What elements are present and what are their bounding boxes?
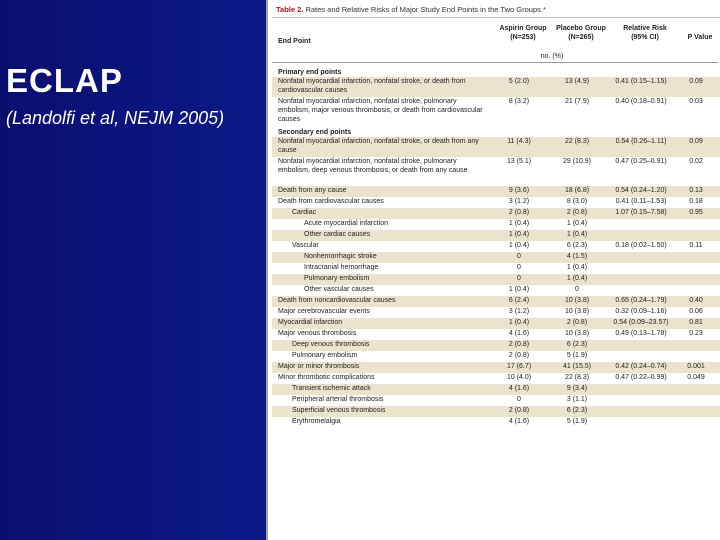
relative-risk-cell: 0.54 (0.24–1.20) [615, 187, 667, 194]
table-row [272, 318, 720, 329]
placebo-cell: 29 (10.9) [562, 158, 592, 165]
header-divider [272, 62, 718, 63]
table-row [272, 340, 720, 351]
table-section-header [272, 126, 720, 137]
p-value-cell: 0.40 [689, 297, 703, 304]
aspirin-cell: 2 (0.8) [508, 407, 530, 414]
placebo-cell: 4 (1.5) [566, 253, 588, 260]
placebo-cell: 13 (4.9) [564, 78, 590, 85]
aspirin-cell: 8 (3.2) [508, 98, 530, 105]
table-row [272, 417, 720, 428]
endpoint-cell: Erythromelalgia [292, 418, 341, 425]
aspirin-cell: 1 (0.4) [508, 319, 530, 326]
slide-title: ECLAP [6, 62, 123, 99]
endpoint-cell: Other vascular causes [304, 286, 374, 293]
endpoint-cell: Intracranial hemorrhage [304, 264, 379, 271]
aspirin-cell: 6 (2.4) [508, 297, 530, 304]
section-label: Primary end points [278, 69, 342, 76]
table-row [272, 97, 720, 126]
table-row [272, 230, 720, 241]
table-row [272, 296, 720, 307]
table-row [272, 395, 720, 406]
p-value-cell: 0.03 [689, 98, 703, 105]
aspirin-cell: 3 (1.2) [508, 308, 530, 315]
endpoint-cell: Major cerebrovascular events [278, 308, 370, 315]
table-row [272, 77, 720, 97]
table-row [272, 406, 720, 417]
section-label: Secondary end points [278, 129, 352, 136]
placebo-cell: 3 (1.1) [566, 396, 588, 403]
p-value-cell: 0.049 [687, 374, 705, 381]
placebo-cell: 10 (3.8) [564, 297, 590, 304]
table-row [272, 208, 720, 219]
placebo-cell: 10 (3.8) [564, 330, 590, 337]
aspirin-cell: 1 (0.4) [508, 231, 530, 238]
relative-risk-cell: 0.42 (0.24–0.74) [615, 363, 667, 370]
endpoint-cell: Nonfatal myocardial infarction, nonfatal stroke, or death from cardiovascular causes [278, 78, 466, 94]
relative-risk-cell: 0.40 (0.18–0.91) [615, 98, 667, 105]
endpoint-cell: Nonfatal myocardial infarction, nonfatal stroke, pulmonary embolism, deep venous thrombosis, or death from any cause [278, 158, 468, 174]
table-row [272, 241, 720, 252]
placebo-cell: 2 (0.8) [566, 209, 588, 216]
table-row [272, 307, 720, 318]
endpoint-cell: Pulmonary embolism [304, 275, 370, 282]
placebo-cell: 5 (1.9) [566, 418, 588, 425]
table-header [268, 20, 720, 64]
table-row [272, 362, 720, 373]
placebo-cell: 6 (2.3) [566, 341, 588, 348]
endpoint-cell: Deep venous thrombosis [292, 341, 370, 348]
header-endpoint: End Point [278, 38, 311, 45]
table-row [272, 329, 720, 340]
aspirin-cell: 2 (0.8) [508, 209, 530, 216]
relative-risk-cell: 0.54 (0.26–1.11) [615, 138, 667, 145]
placebo-cell: 22 (8.3) [564, 138, 590, 145]
placebo-cell: 18 (6.8) [564, 187, 590, 194]
endpoint-cell: Major venous thrombosis [278, 330, 357, 337]
placebo-cell: 8 (3.0) [566, 198, 588, 205]
aspirin-cell: 5 (2.0) [508, 78, 530, 85]
placebo-cell: 10 (3.8) [564, 308, 590, 315]
table-panel [266, 0, 720, 540]
p-value-cell: 0.81 [689, 319, 703, 326]
table-row [272, 197, 720, 208]
endpoint-cell: Nonhemorrhagic stroke [304, 253, 377, 260]
table-section-header [272, 66, 720, 77]
table-body [272, 66, 720, 428]
relative-risk-cell: 0.47 (0.22–0.99) [615, 374, 667, 381]
table-title [272, 2, 720, 18]
aspirin-cell: 1 (0.4) [508, 286, 530, 293]
aspirin-cell: 0 [517, 396, 521, 403]
p-value-cell: 0.11 [689, 242, 703, 249]
placebo-cell: 1 (0.4) [566, 264, 588, 271]
table-row [272, 274, 720, 285]
relative-risk-cell: 0.65 (0.24–1.79) [615, 297, 667, 304]
aspirin-cell: 0 [517, 275, 521, 282]
placebo-cell: 1 (0.4) [566, 231, 588, 238]
aspirin-cell: 1 (0.4) [508, 242, 530, 249]
placebo-cell: 1 (0.4) [566, 275, 588, 282]
relative-risk-cell: 0.18 (0.02–1.50) [615, 242, 667, 249]
endpoint-cell: Major or minor thrombosis [278, 363, 360, 370]
p-value-cell: 0.13 [689, 187, 703, 194]
relative-risk-cell: 0.54 (0.09–23.57) [613, 319, 669, 326]
placebo-cell: 22 (8.3) [564, 374, 590, 381]
placebo-cell: 6 (2.3) [566, 407, 588, 414]
placebo-cell: 2 (0.8) [566, 319, 588, 326]
aspirin-cell: 0 [517, 253, 521, 260]
p-value-cell: 0.18 [689, 198, 703, 205]
placebo-cell: 0 [575, 286, 579, 293]
endpoint-cell: Death from any cause [278, 187, 347, 194]
p-value-cell: 0.001 [687, 363, 705, 370]
table-row [272, 219, 720, 230]
aspirin-cell: 1 (0.4) [508, 220, 530, 227]
endpoint-cell: Nonfatal myocardial infarction, nonfatal stroke, or death from any cause [278, 138, 479, 154]
p-value-cell: 0.09 [689, 78, 703, 85]
placebo-cell: 41 (15.5) [562, 363, 592, 370]
endpoint-cell: Transient ischemic attack [292, 385, 371, 392]
endpoint-cell: Myocardial infarction [278, 319, 343, 326]
endpoint-cell: Vascular [292, 242, 319, 249]
table-row [272, 285, 720, 296]
aspirin-cell: 10 (4.0) [506, 374, 532, 381]
endpoint-cell: Peripheral arterial thrombosis [292, 396, 384, 403]
aspirin-cell: 4 (1.6) [508, 418, 530, 425]
relative-risk-cell: 1.07 (0.15–7.58) [615, 209, 667, 216]
placebo-cell: 5 (1.9) [566, 352, 588, 359]
table-row [272, 186, 720, 197]
endpoint-cell: Minor thrombotic complications [278, 374, 375, 381]
header-aspirin-n: (N=253) [510, 34, 536, 41]
table-row [272, 252, 720, 263]
endpoint-cell: Death from noncardiovascular causes [278, 297, 396, 304]
placebo-cell: 9 (3.4) [566, 385, 588, 392]
relative-risk-cell: 0.32 (0.09–1.16) [615, 308, 667, 315]
endpoint-cell: Superficial venous thrombosis [292, 407, 386, 414]
header-unit: no. (%) [540, 53, 564, 60]
endpoint-cell: Nonfatal myocardial infarction, nonfatal stroke, pulmonary embolism, major venous thrombosis, or death from cardiovascular causes [278, 98, 483, 123]
endpoint-cell: Acute myocardial infarction [304, 220, 389, 227]
table-label: Table 2. [276, 5, 304, 14]
table-row [272, 157, 720, 186]
relative-risk-cell: 0.47 (0.25–0.91) [615, 158, 667, 165]
header-placebo-n: (N=265) [568, 34, 594, 41]
p-value-cell: 0.09 [689, 138, 703, 145]
table-row [272, 384, 720, 395]
header-rr: Relative Risk [623, 25, 667, 32]
table-row [272, 351, 720, 362]
header-rr-ci: (95% CI) [631, 34, 659, 41]
aspirin-cell: 11 (4.3) [507, 138, 531, 145]
placebo-cell: 6 (2.3) [566, 242, 588, 249]
header-aspirin: Aspirin Group [499, 25, 547, 32]
endpoint-cell: Pulmonary embolism [292, 352, 358, 359]
endpoint-cell: Cardiac [292, 209, 317, 216]
p-value-cell: 0.23 [689, 330, 703, 337]
slide-subtitle: (Landolfi et al, NEJM 2005) [6, 108, 225, 128]
aspirin-cell: 3 (1.2) [508, 198, 530, 205]
aspirin-cell: 4 (1.6) [508, 330, 530, 337]
header-placebo: Placebo Group [556, 25, 606, 32]
endpoint-cell: Death from cardiovascular causes [278, 198, 384, 205]
aspirin-cell: 9 (3.6) [508, 187, 530, 194]
aspirin-cell: 0 [517, 264, 521, 271]
relative-risk-cell: 0.41 (0.15–1.15) [615, 78, 667, 85]
relative-risk-cell: 0.49 (0.13–1.78) [615, 330, 667, 337]
aspirin-cell: 2 (0.8) [508, 352, 530, 359]
aspirin-cell: 2 (0.8) [508, 341, 530, 348]
table-row [272, 263, 720, 274]
header-p: P Value [687, 34, 713, 41]
p-value-cell: 0.06 [689, 308, 703, 315]
p-value-cell: 0.02 [689, 158, 703, 165]
placebo-cell: 21 (7.9) [564, 98, 590, 105]
endpoint-cell: Other cardiac causes [304, 231, 371, 238]
aspirin-cell: 4 (1.6) [508, 385, 530, 392]
table-caption: Rates and Relative Risks of Major Study End Points in the Two Groups.* [305, 5, 546, 14]
relative-risk-cell: 0.41 (0.11–1.53) [615, 198, 667, 205]
p-value-cell: 0.95 [689, 209, 703, 216]
placebo-cell: 1 (0.4) [566, 220, 588, 227]
table-row [272, 373, 720, 384]
aspirin-cell: 17 (6.7) [506, 363, 532, 370]
aspirin-cell: 13 (5.1) [506, 158, 532, 165]
table-row [272, 137, 720, 157]
